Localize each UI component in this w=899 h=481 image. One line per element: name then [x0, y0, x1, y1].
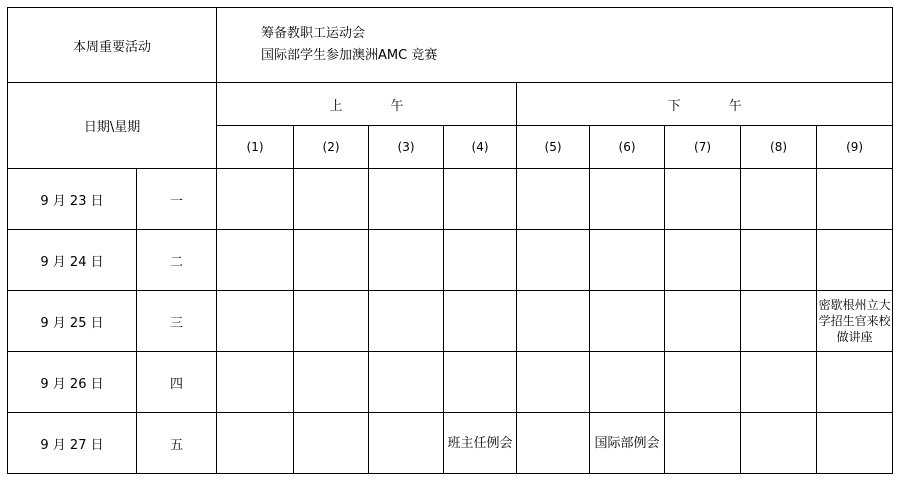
- schedule-cell: [517, 352, 590, 413]
- period-header: (9): [817, 126, 893, 169]
- schedule-cell: [590, 352, 665, 413]
- half-day-header-row: [8, 83, 893, 126]
- schedule-cell: [369, 352, 444, 413]
- schedule-cell: [517, 413, 590, 474]
- schedule-cell: [517, 291, 590, 352]
- schedule-cell: [369, 230, 444, 291]
- schedule-cell: [741, 413, 817, 474]
- schedule-cell-lecture: 密歇根州立大学招生官来校做讲座: [817, 291, 893, 352]
- day-date: 9 月 26 日: [8, 352, 137, 413]
- morning-char: 午: [390, 98, 404, 114]
- schedule-cell: [217, 230, 294, 291]
- day-weekday: 四: [137, 352, 217, 413]
- schedule-cell: [817, 169, 893, 230]
- schedule-cell: [741, 169, 817, 230]
- weekly-activities-label: 本周重要活动: [8, 8, 217, 83]
- period-header: (8): [741, 126, 817, 169]
- schedule-cell: [294, 169, 369, 230]
- weekly-schedule-table: [7, 7, 893, 474]
- schedule-cell-teacher-meeting: 班主任例会: [444, 413, 517, 474]
- day-row: [8, 169, 893, 230]
- schedule-cell: [217, 291, 294, 352]
- schedule-cell: [517, 169, 590, 230]
- schedule-cell: [444, 230, 517, 291]
- period-header: (2): [294, 126, 369, 169]
- schedule-cell: [444, 169, 517, 230]
- afternoon-char: 下: [667, 98, 681, 114]
- afternoon-char: 午: [728, 98, 742, 114]
- period-header: (4): [444, 126, 517, 169]
- weekly-activity-item: 国际部学生参加澳洲AMC 竞赛: [261, 48, 438, 63]
- schedule-cell: [590, 291, 665, 352]
- schedule-cell: [294, 291, 369, 352]
- day-row: [8, 291, 893, 352]
- schedule-cell: [665, 291, 741, 352]
- schedule-cell: [741, 230, 817, 291]
- schedule-cell: [517, 230, 590, 291]
- period-header: (3): [369, 126, 444, 169]
- schedule-cell: [665, 230, 741, 291]
- schedule-cell: [369, 169, 444, 230]
- schedule-cell: [590, 169, 665, 230]
- day-weekday: 五: [137, 413, 217, 474]
- date-weekday-header: 日期\星期: [8, 83, 217, 169]
- day-date: 9 月 23 日: [8, 169, 137, 230]
- schedule-cell: [741, 352, 817, 413]
- day-weekday: 三: [137, 291, 217, 352]
- weekly-activities-list: [217, 8, 893, 83]
- day-row: [8, 352, 893, 413]
- schedule-cell-intl-meeting: 国际部例会: [590, 413, 665, 474]
- schedule-cell: [294, 413, 369, 474]
- day-date: 9 月 27 日: [8, 413, 137, 474]
- schedule-cell: [665, 413, 741, 474]
- day-row: [8, 413, 893, 474]
- schedule-cell: [590, 230, 665, 291]
- schedule-cell: [217, 413, 294, 474]
- weekly-activities-row: [8, 8, 893, 83]
- day-weekday: 二: [137, 230, 217, 291]
- day-date: 9 月 25 日: [8, 291, 137, 352]
- schedule-cell: [294, 230, 369, 291]
- schedule-cell: [817, 413, 893, 474]
- schedule-cell: [665, 352, 741, 413]
- schedule-cell: [817, 230, 893, 291]
- schedule-cell: [444, 352, 517, 413]
- schedule-cell: [817, 352, 893, 413]
- schedule-cell: [369, 413, 444, 474]
- day-date: 9 月 24 日: [8, 230, 137, 291]
- morning-char: 上: [329, 98, 343, 114]
- period-header: (6): [590, 126, 665, 169]
- morning-header: [217, 83, 517, 126]
- schedule-cell: [665, 169, 741, 230]
- period-header: (7): [665, 126, 741, 169]
- schedule-cell: [369, 291, 444, 352]
- period-header: (1): [217, 126, 294, 169]
- schedule-cell: [741, 291, 817, 352]
- afternoon-header: [517, 83, 893, 126]
- period-header: (5): [517, 126, 590, 169]
- schedule-cell: [217, 169, 294, 230]
- day-weekday: 一: [137, 169, 217, 230]
- weekly-activity-item: 筹备教职工运动会: [261, 26, 366, 41]
- day-row: [8, 230, 893, 291]
- schedule-cell: [294, 352, 369, 413]
- schedule-cell: [444, 291, 517, 352]
- schedule-cell: [217, 352, 294, 413]
